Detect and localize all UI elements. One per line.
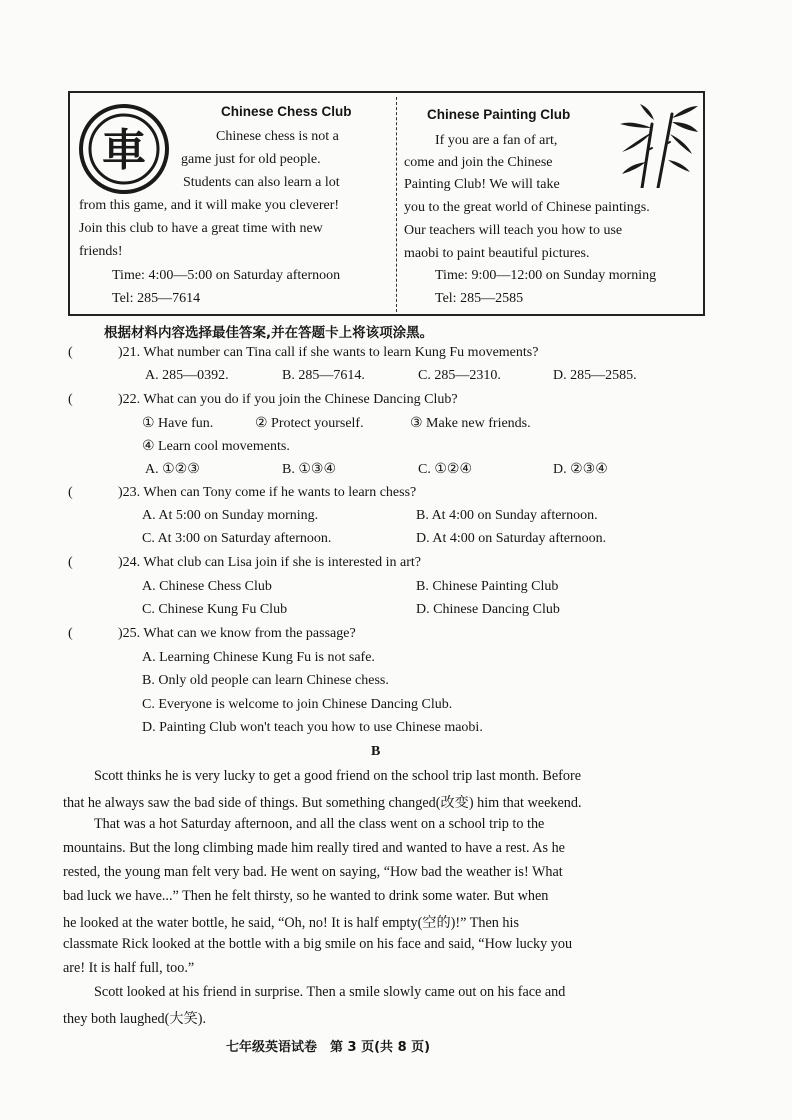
q22-item-3: ③ Make new friends. [410, 416, 531, 431]
painting-line-3: Painting Club! We will take [404, 177, 560, 192]
passage-line-11: they both laughed(大笑). [63, 1011, 207, 1027]
passage-line-5: rested, the young man felt very bad. He went on saying, “How bad the weather is! What [63, 864, 563, 880]
chess-time: Time: 4:00—5:00 on Saturday afternoon [112, 268, 341, 283]
q21-option-d[interactable]: D. 285—2585. [553, 368, 637, 383]
bamboo-painting-icon [612, 104, 700, 188]
q25-option-c[interactable]: C. Everyone is welcome to join Chinese Dancing Club. [142, 697, 453, 712]
chess-line-1: Chinese chess is not a [216, 129, 339, 144]
q21-option-c[interactable]: C. 285—2310. [418, 368, 501, 383]
q22-option-a[interactable]: A. ①②③ [145, 462, 200, 477]
q22-option-c[interactable]: C. ①②④ [418, 462, 472, 477]
question-25: )25. What can we know from the passage? [118, 626, 356, 641]
q23-option-a[interactable]: A. At 5:00 on Sunday morning. [142, 508, 319, 523]
answer-bracket-25[interactable]: ( [68, 626, 73, 641]
painting-line-1: If you are a fan of art, [435, 133, 558, 148]
q23-option-b[interactable]: B. At 4:00 on Sunday afternoon. [416, 508, 598, 523]
passage-line-1: Scott thinks he is very lucky to get a good friend on the school trip last month. Before [94, 768, 582, 784]
passage-line-10: Scott looked at his friend in surprise. Then a smile slowly came out on his face and [94, 984, 566, 1000]
painting-line-2: come and join the Chinese [404, 155, 553, 170]
q22-option-d[interactable]: D. ②③④ [553, 462, 608, 477]
q22-item-2: ② Protect yourself. [255, 416, 364, 431]
painting-club-title: Chinese Painting Club [427, 107, 571, 122]
painting-tel: Tel: 285—2585 [435, 291, 524, 306]
section-b-heading: B [371, 744, 381, 759]
chess-piece-char: 車 [102, 125, 146, 176]
instruction: 根据材料内容选择最佳答案,并在答题卡上将该项涂黑。 [104, 325, 434, 341]
chess-line-5: Join this club to have a great time with new [79, 221, 323, 236]
chess-piece-icon [78, 103, 170, 195]
q24-option-c[interactable]: C. Chinese Kung Fu Club [142, 602, 288, 617]
answer-bracket-21[interactable]: ( [68, 345, 73, 360]
question-22: )22. What can you do if you join the Chinese Dancing Club? [118, 392, 458, 407]
q22-item-1: ① Have fun. [142, 416, 214, 431]
clubs-divider [396, 97, 397, 312]
passage-line-3: That was a hot Saturday afternoon, and all the class went on a school trip to the [94, 816, 545, 832]
question-23: )23. When can Tony come if he wants to learn chess? [118, 485, 417, 500]
painting-line-6: maobi to paint beautiful pictures. [404, 246, 590, 261]
chess-club-title: Chinese Chess Club [221, 104, 352, 119]
painting-line-5: Our teachers will teach you how to use [404, 223, 623, 238]
q25-option-a[interactable]: A. Learning Chinese Kung Fu is not safe. [142, 650, 375, 665]
question-24: )24. What club can Lisa join if she is interested in art? [118, 555, 421, 570]
passage-line-6: bad luck we have...” Then he felt thirsty, so he wanted to drink some water. But when [63, 888, 549, 904]
q22-item-4: ④ Learn cool movements. [142, 439, 290, 454]
painting-line-4: you to the great world of Chinese paintings. [404, 200, 650, 215]
answer-bracket-23[interactable]: ( [68, 485, 73, 500]
answer-bracket-24[interactable]: ( [68, 555, 73, 570]
q23-option-d[interactable]: D. At 4:00 on Saturday afternoon. [416, 531, 607, 546]
chess-line-6: friends! [79, 244, 123, 259]
question-21: )21. What number can Tina call if she wants to learn Kung Fu movements? [118, 345, 539, 360]
passage-line-7: he looked at the water bottle, he said, “Oh, no! It is half empty(空的)!” Then his [63, 915, 519, 931]
chess-tel: Tel: 285—7614 [112, 291, 201, 306]
q23-option-c[interactable]: C. At 3:00 on Saturday afternoon. [142, 531, 332, 546]
q24-option-d[interactable]: D. Chinese Dancing Club [416, 602, 560, 617]
chess-line-2: game just for old people. [181, 152, 321, 167]
passage-line-9: are! It is half full, too.” [63, 960, 195, 976]
q22-option-b[interactable]: B. ①③④ [282, 462, 336, 477]
q25-option-d[interactable]: D. Painting Club won't teach you how to use Chinese maobi. [142, 720, 483, 735]
q21-option-b[interactable]: B. 285—7614. [282, 368, 365, 383]
q24-option-a[interactable]: A. Chinese Chess Club [142, 579, 272, 594]
q21-option-a[interactable]: A. 285—0392. [145, 368, 229, 383]
page-footer: 七年级英语试卷 第 3 页(共 8 页) [226, 1040, 431, 1055]
chess-line-4: from this game, and it will make you cleverer! [79, 198, 340, 213]
q24-option-b[interactable]: B. Chinese Painting Club [416, 579, 559, 594]
painting-time: Time: 9:00—12:00 on Sunday morning [435, 268, 657, 283]
passage-line-8: classmate Rick looked at the bottle with a big smile on his face and said, “How lucky you [63, 936, 573, 952]
chess-line-3: Students can also learn a lot [183, 175, 340, 190]
q25-option-b[interactable]: B. Only old people can learn Chinese chess. [142, 673, 389, 688]
passage-line-2: that he always saw the bad side of things. But something changed(改变) him that weekend. [63, 795, 582, 811]
answer-bracket-22[interactable]: ( [68, 392, 73, 407]
passage-line-4: mountains. But the long climbing made him really tired and wanted to have a rest. As he [63, 840, 565, 856]
